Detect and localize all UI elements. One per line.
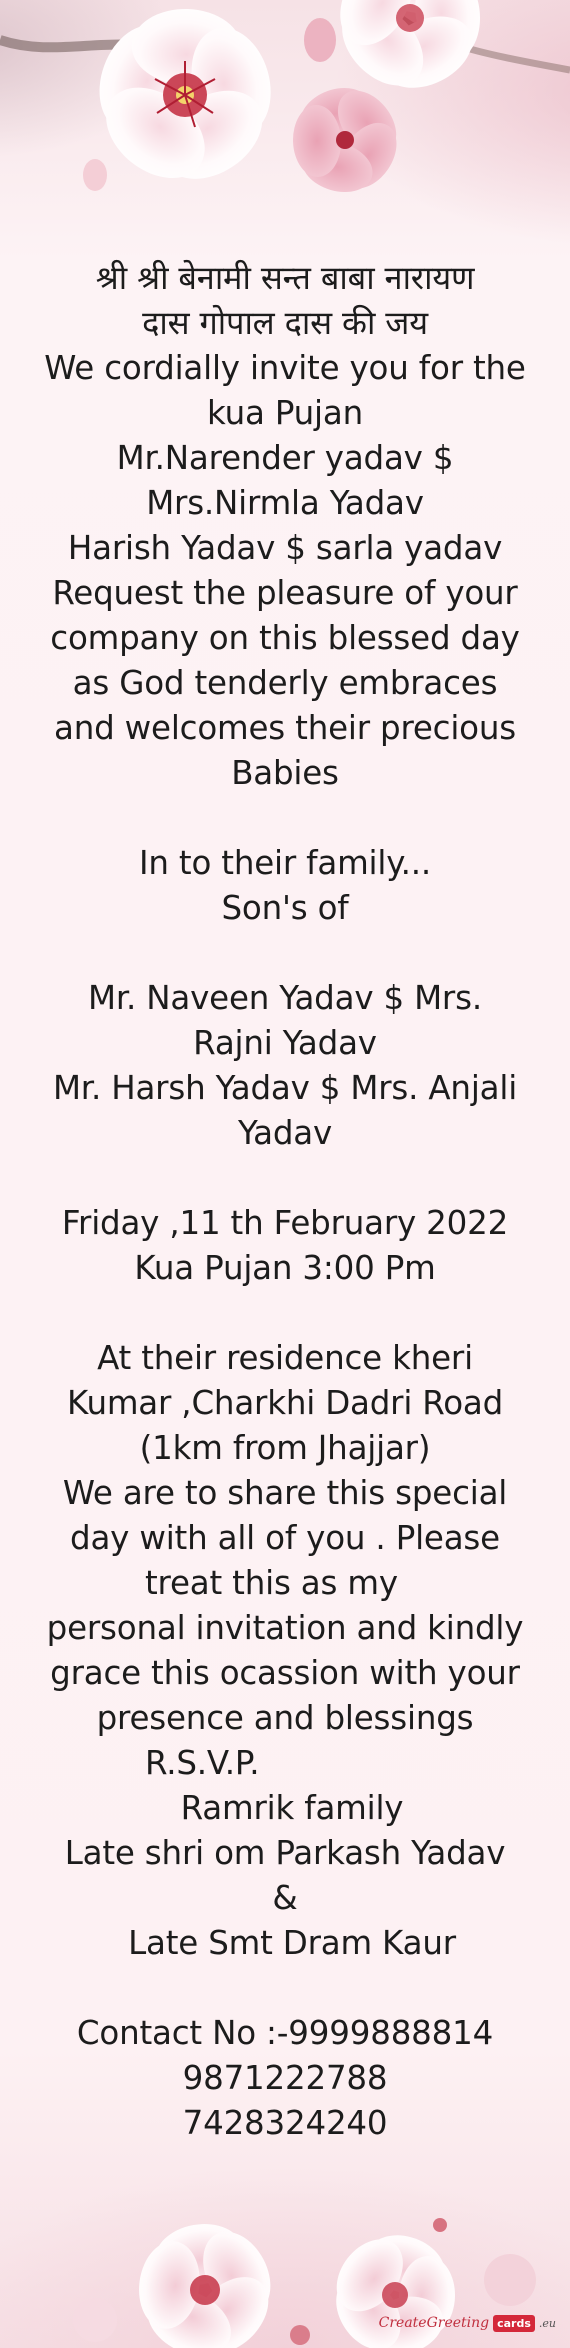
family-line: In to their family... <box>139 844 431 882</box>
parents-line-3: Mr. Harsh Yadav $ Mrs. Anjali <box>52 1069 518 1107</box>
closing-line-6: presence and blessings <box>96 1699 474 1737</box>
spacer <box>0 1156 570 1201</box>
rsvp-label: R.S.V.P. <box>145 1744 260 1782</box>
elder-line-2: Late Smt Dram Kaur <box>128 1924 456 1962</box>
cherry-blossom-icon <box>134 2217 284 2348</box>
spacer <box>0 1966 570 2011</box>
contact-line: Contact No :-9999888814 <box>76 2014 494 2052</box>
request-line-2: company on this blessed day <box>50 619 520 657</box>
spacer <box>0 796 570 841</box>
brand-logo[interactable] <box>379 2308 556 2338</box>
logo-domain: .eu <box>538 2316 556 2330</box>
closing-line-3: treat this as my <box>145 1564 398 1602</box>
request-line-4: and welcomes their precious <box>54 709 516 747</box>
request-line-1: Request the pleasure of your <box>52 574 518 612</box>
contact-number-2: 9871222788 <box>182 2059 388 2097</box>
closing-line-5: grace this ocassion with your <box>50 1654 520 1692</box>
closing-line-4: personal invitation and kindly <box>46 1609 524 1647</box>
cherry-blossom-icon <box>292 79 408 200</box>
spacer <box>0 931 570 976</box>
cherry-blossom-icon <box>85 7 282 197</box>
spacer <box>0 1291 570 1336</box>
venue-line-2: Kumar ,Charkhi Dadri Road <box>66 1384 504 1422</box>
elder-line-1: Late shri om Parkash Yadav <box>64 1834 506 1872</box>
contact-number-3: 7428324240 <box>182 2104 388 2142</box>
cherry-blossom-icon <box>326 0 486 102</box>
ampersand-line: & <box>272 1879 298 1917</box>
host-line-3: Harish Yadav $ sarla yadav <box>67 529 503 567</box>
request-line-5: Babies <box>231 754 339 792</box>
invocation-line-2: दास गोपाल दास की जय <box>142 304 428 342</box>
parents-line-1: Mr. Naveen Yadav $ Mrs. <box>88 979 482 1017</box>
invocation-line-1: श्री श्री बेनामी सन्त बाबा नारायण <box>95 259 475 297</box>
parents-line-2: Rajni Yadav <box>193 1024 377 1062</box>
host-line-2: Mrs.Nirmla Yadav <box>146 484 424 522</box>
parents-line-4: Yadav <box>237 1114 333 1152</box>
time-line: Kua Pujan 3:00 Pm <box>134 1249 436 1287</box>
sons-of-line: Son's of <box>221 889 349 927</box>
logo-text: CreateGreeting <box>378 2315 490 2331</box>
venue-line-3: (1km from Jhajjar) <box>139 1429 431 1467</box>
invite-line-1: We cordially invite you for the <box>44 349 526 387</box>
closing-line-1: We are to share this special <box>62 1474 508 1512</box>
gift-box-icon: cards <box>493 2315 535 2332</box>
rsvp-family: Ramrik family <box>180 1789 404 1827</box>
cherry-blossom-header-art <box>0 0 570 250</box>
invite-line-2: kua Pujan <box>206 394 364 432</box>
request-line-3: as God tenderly embraces <box>72 664 498 702</box>
venue-line-1: At their residence kheri <box>97 1339 473 1377</box>
invitation-message <box>0 256 570 2146</box>
date-line: Friday ,11 th February 2022 <box>61 1204 509 1242</box>
host-line-1: Mr.Narender yadav $ <box>116 439 454 477</box>
closing-line-2: day with all of you . Please <box>70 1519 500 1557</box>
